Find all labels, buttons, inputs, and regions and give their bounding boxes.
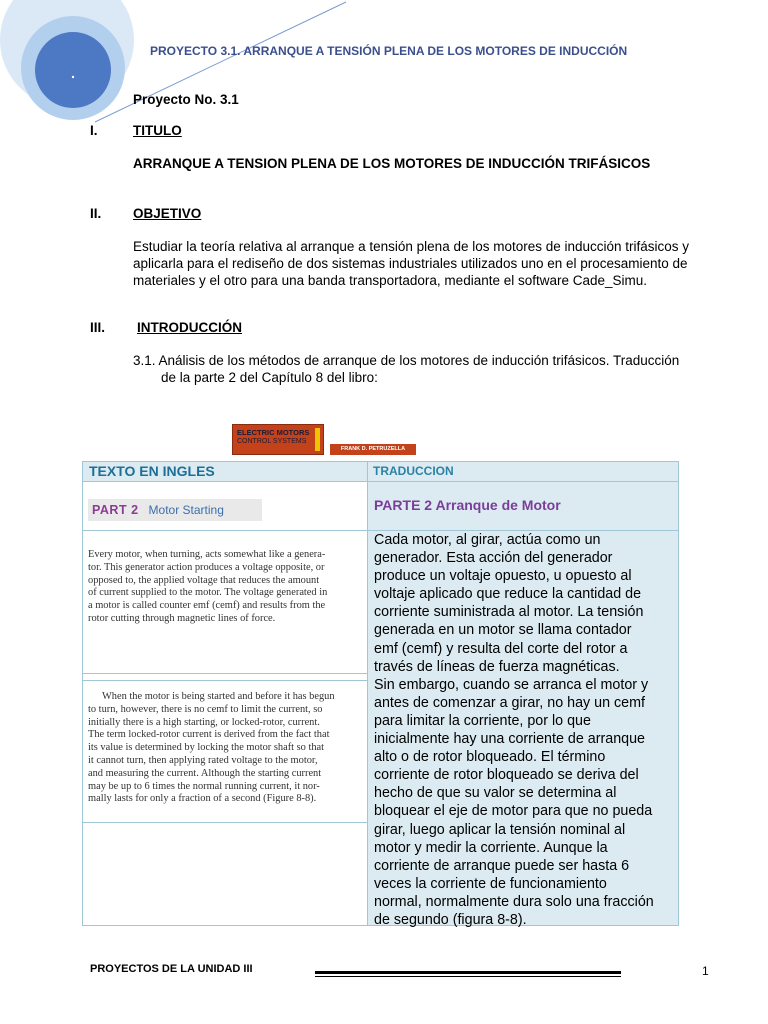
footer-rule-thin (315, 976, 621, 977)
section-2-number: II. (90, 206, 102, 221)
scan-line: When the motor is being started and before it has begun (102, 691, 335, 702)
book-cover-logo (232, 424, 324, 455)
translation-line: través de líneas de fuerza magnéticas. (374, 658, 620, 675)
project-title: ARRANQUE A TENSION PLENA DE LOS MOTORES DE INDUCCIÓN TRIFÁSICOS (133, 156, 651, 171)
row-divider (83, 673, 367, 674)
translation-line: corriente de rotor bloqueado se deriva del (374, 767, 639, 784)
translation-line: generada en un motor se llama contador (374, 622, 632, 639)
translation-line: veces la corriente de funcionamiento (374, 875, 607, 892)
part-number: PART 2 (92, 503, 139, 517)
scan-line: of current supplied to the motor. The voltage generated in (88, 587, 328, 599)
footer-label: PROYECTOS DE LA UNIDAD III (90, 963, 253, 975)
translation-line: corriente de arranque puede ser hasta 6 (374, 857, 630, 874)
english-scan-paragraph-1 (88, 549, 341, 626)
row-divider (83, 822, 367, 823)
row-divider (83, 680, 367, 681)
scan-line: a motor is called counter emf (cemf) and results from the (88, 600, 326, 612)
footer-rule (315, 971, 621, 974)
scan-line: its value is determined by locking the motor shaft so that (88, 742, 325, 754)
page-number: 1 (702, 964, 709, 978)
translation-line: antes de comenzar a girar, no hay un cemf (374, 694, 645, 711)
translation-line: generador. Esta acción del generador (374, 550, 613, 567)
translation-line: normal, normalmente dura solo una fracción (374, 893, 654, 910)
scan-line: tor. This generator action produces a voltage opposite, or (88, 561, 325, 573)
translation-line: corriente suministrada al motor. La tensión (374, 604, 644, 621)
translation-column-header: TRADUCCION (373, 464, 454, 478)
translation-line: Cada motor, al girar, actúa como un (374, 532, 601, 548)
running-header: PROYECTO 3.1. ARRANQUE A TENSIÓN PLENA DE LOS MOTORES DE INDUCCIÓN (150, 44, 628, 58)
translation-line: inicialmente hay una corriente de arranque (374, 731, 646, 748)
scan-line: mally lasts for only a fraction of a second (Figure 8-8). (88, 793, 317, 805)
intro-item (133, 352, 723, 386)
translation-line: voltaje aplicado que reduce la cantidad de (374, 586, 642, 603)
scan-line: Every motor, when turning, acts somewhat like a genera- (88, 549, 326, 560)
translation-line: alto o de rotor bloqueado. El término (374, 749, 606, 766)
column-divider (367, 462, 368, 925)
book-logo-stripe (315, 428, 320, 451)
english-column-header: TEXTO EN INGLES (89, 463, 215, 479)
section-2-heading: OBJETIVO (133, 206, 202, 221)
intro-line: de la parte 2 del Capítulo 8 del libro: (161, 370, 378, 385)
translation-line: girar, luego aplicar la tensión nominal al (374, 821, 626, 838)
project-label: Proyecto No. 3.1 (133, 92, 239, 107)
translation-line: Sin embargo, cuando se arranca el motor y (374, 676, 649, 693)
section-3-heading: INTRODUCCIÓN (137, 320, 242, 335)
translation-line: hecho de que su valor se determina al (374, 785, 617, 802)
scan-line: may be up to 6 times the normal running current, it nor- (88, 780, 320, 792)
part2-heading-image (88, 499, 262, 521)
scan-line: opposed to, the applied voltage that reduces the amount (88, 574, 320, 586)
translation-line: produce un voltaje opuesto, u opuesto al (374, 568, 632, 585)
section-1-heading: TITULO (133, 123, 182, 138)
objective-line: Estudiar la teoría relativa al arranque a tensión plena de los motores de inducción trifásicos y (133, 239, 690, 254)
section-1-number: I. (90, 123, 98, 138)
scan-line: it cannot turn, then applying rated voltage to the motor, (88, 754, 318, 766)
scan-line: to turn, however, there is no cemf to limit the current, so (88, 703, 323, 715)
scan-line: rotor cutting through magnetic lines of force. (88, 612, 276, 624)
translation-paragraph-1 (374, 531, 672, 929)
book-logo-line1: ELECTRIC MOTORS (237, 428, 310, 437)
translation-line: bloquear el eje de motor para que no pueda (374, 803, 653, 820)
part2-translated-heading: PARTE 2 Arranque de Motor (374, 497, 561, 513)
row-divider (83, 481, 678, 482)
book-logo-line2: CONTROL SYSTEMS (237, 438, 307, 445)
translation-table (82, 461, 679, 926)
book-author-logo: FRANK D. PETRUZELLA (330, 444, 416, 455)
translation-line: emf (cemf) y resulta del corte del rotor a (374, 640, 628, 657)
section-3-number: III. (90, 320, 106, 335)
scan-line: and measuring the current. Although the starting current (88, 767, 322, 779)
scan-line: initially there is a high starting, or locked-rotor, current. (88, 716, 320, 728)
translation-line: de segundo (figura 8-8). (374, 911, 527, 928)
translation-line: motor y medir la corriente. Aunque la (374, 839, 608, 856)
translation-line: para limitar la corriente, por lo que (374, 712, 591, 729)
objective-paragraph (133, 238, 723, 289)
objective-line: materiales y el otro para una banda transportadora, mediante el software Cade_Simu. (133, 273, 648, 288)
header-decoration (0, 0, 360, 130)
part-title: Motor Starting (148, 503, 224, 517)
objective-line: aplicarla para el rediseño de dos sistemas industriales utilizados uno en el procesamiento de (133, 256, 688, 271)
scan-line: The term locked-rotor current is derived from the fact that (88, 729, 330, 741)
intro-line: 3.1. Análisis de los métodos de arranque de los motores de inducción trifásicos. Traducción (133, 353, 680, 368)
english-scan-paragraph-2 (88, 691, 353, 806)
